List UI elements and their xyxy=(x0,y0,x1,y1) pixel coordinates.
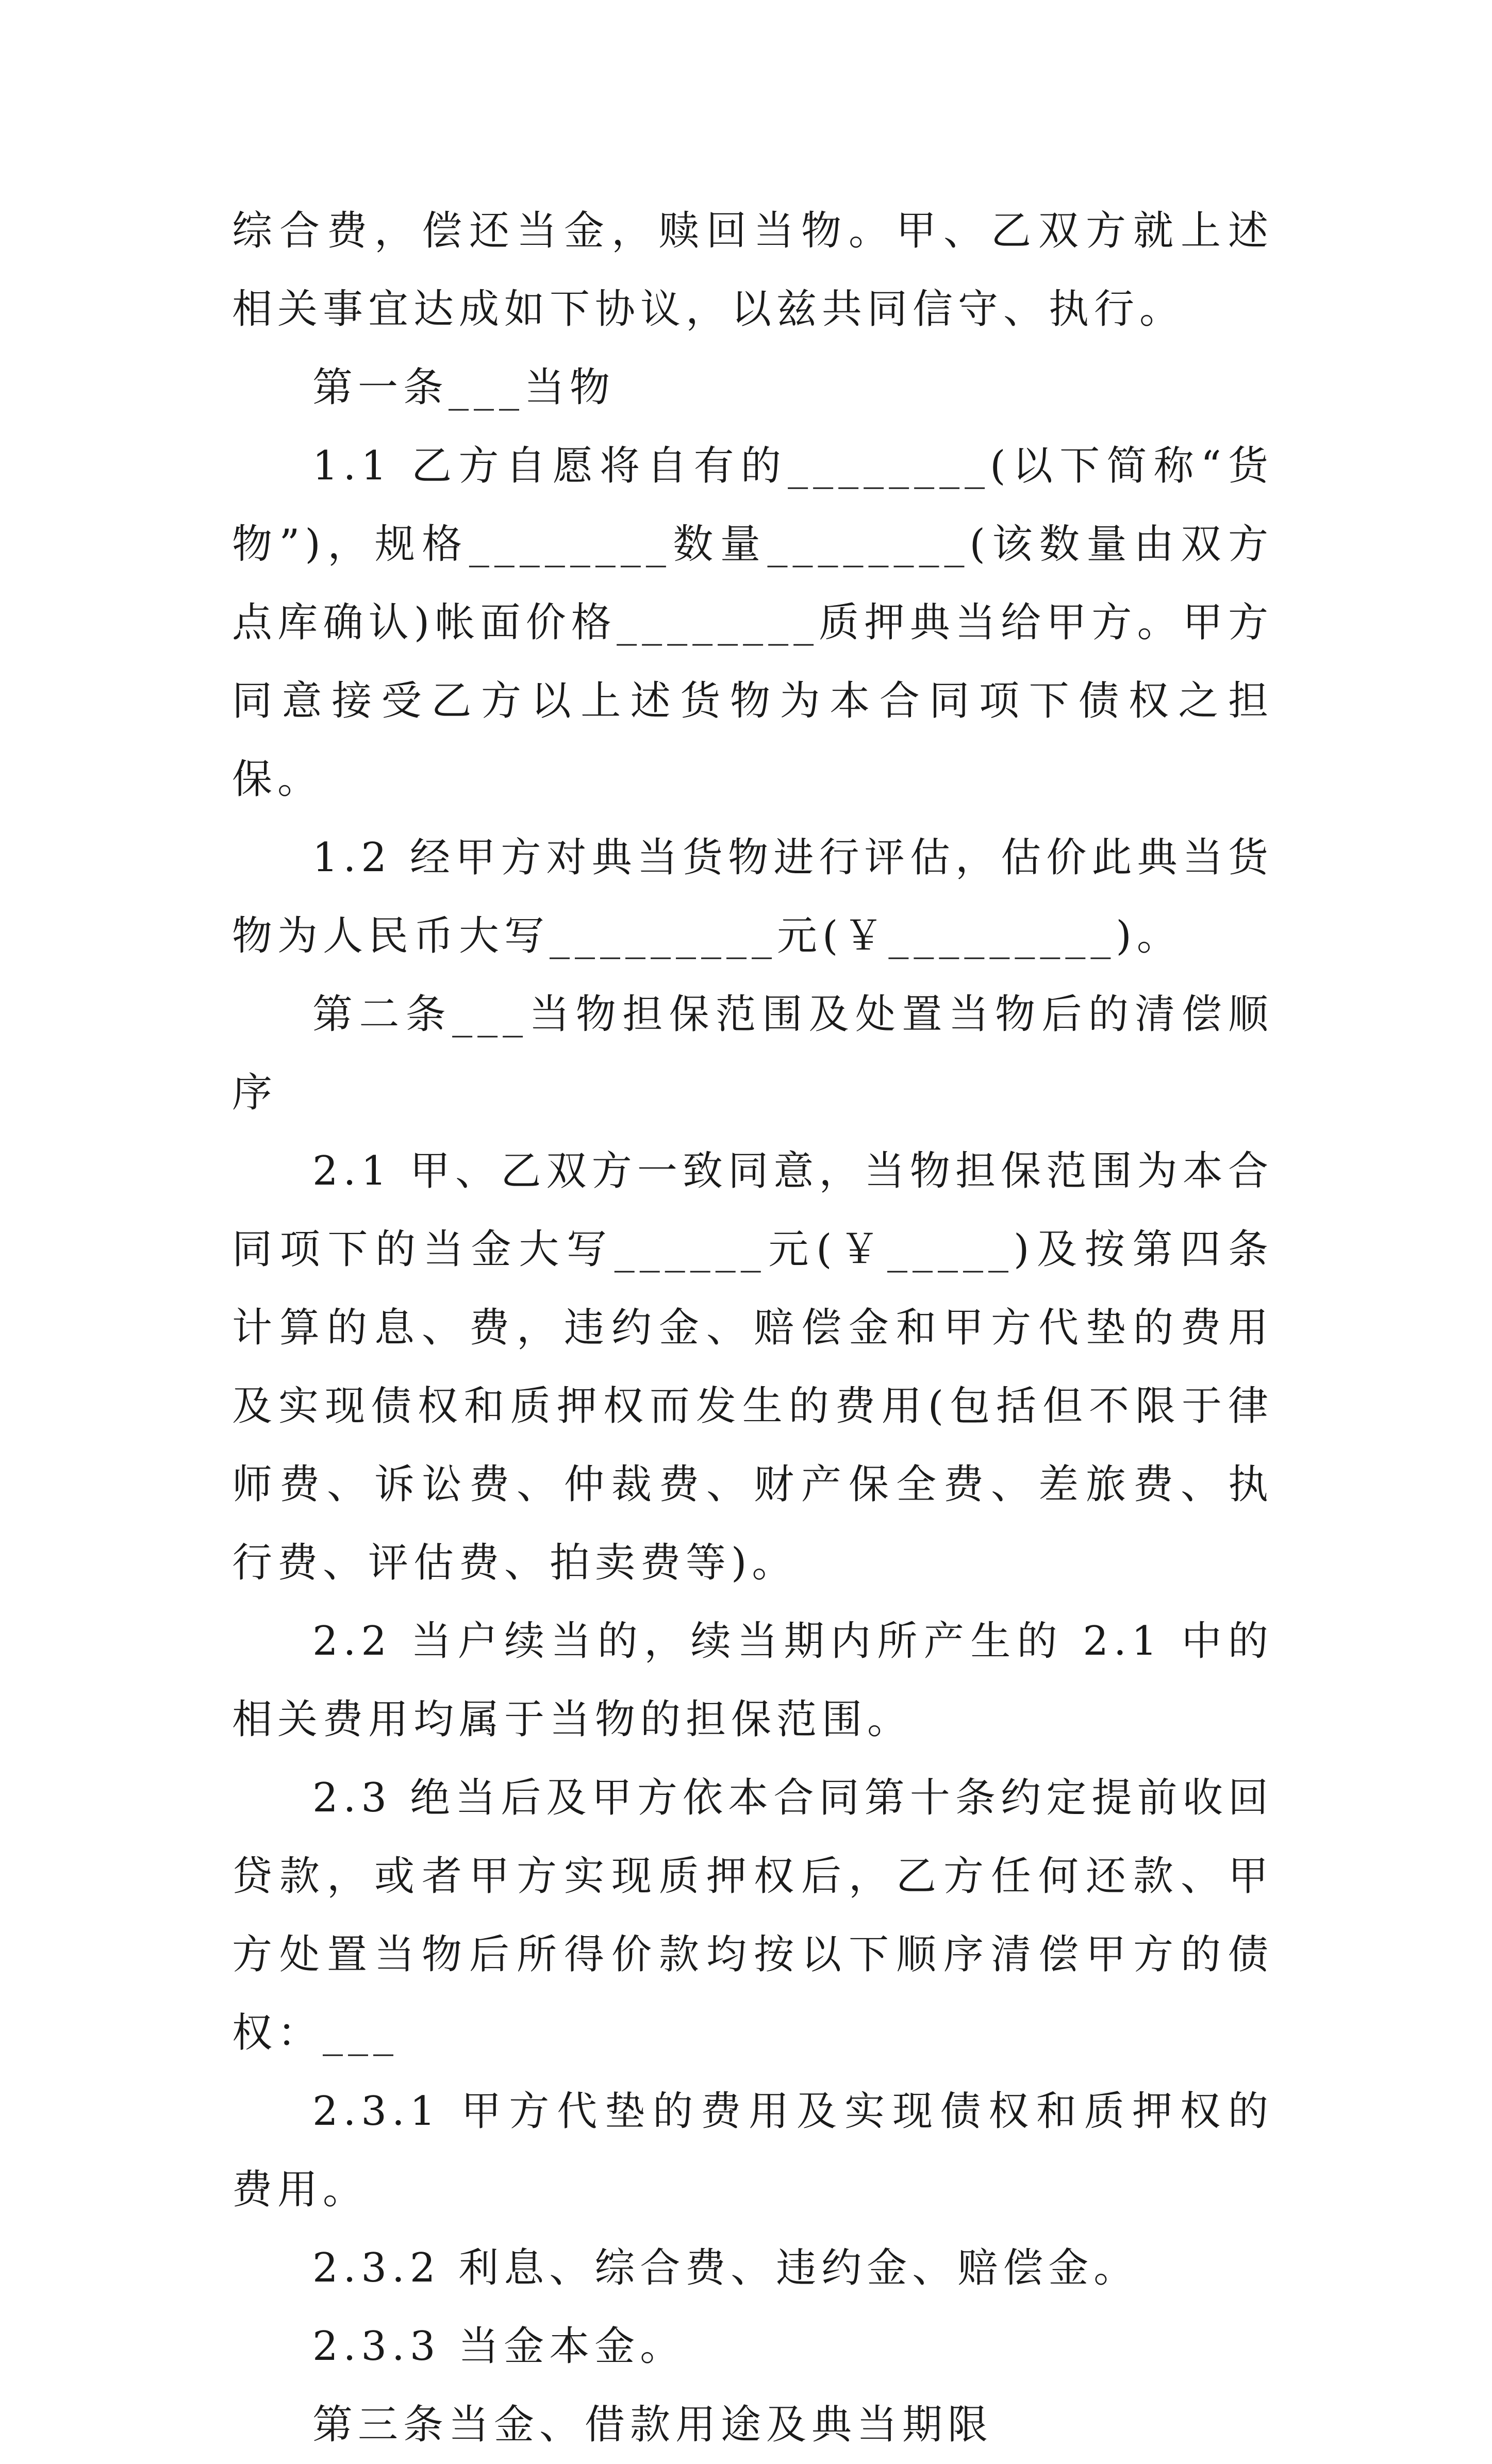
clause-2-3: 2.3 绝当后及甲方依本合同第十条约定提前收回贷款，或者甲方实现质押权后，乙方任何还款、甲方处置当物后所得价款均按以下顺序清偿甲方的债权：___ xyxy=(232,1775,1273,2056)
clause-2-3-3: 2.3.3 当金本金。 xyxy=(312,2323,686,2370)
document-body xyxy=(232,192,1273,2464)
article-three-heading: 第三条当金、借款用途及典当期限 xyxy=(312,2402,993,2448)
clause-2-2: 2.2 当户续当的，续当期内所产生的 2.1 中的相关费用均属于当物的担保范围。 xyxy=(232,1618,1273,1743)
clause-2-3-1: 2.3.1 甲方代垫的费用及实现债权和质押权的费用。 xyxy=(232,2088,1273,2213)
clause-1-2: 1.2 经甲方对典当货物进行评估，估价此典当货物为人民币大写_________元(￥_________)。 xyxy=(232,835,1273,959)
clause-2-1: 2.1 甲、乙双方一致同意，当物担保范围为本合同项下的当金大写______元(￥_____)及按第四条计算的息、费，违约金、赔偿金和甲方代垫的费用及实现债权和质押权而发生的费用(包括但不限于律师费、诉讼费、仲裁费、财产保全费、差旅费、执行费、评估费、拍卖费等)。 xyxy=(232,1148,1273,1586)
article-one-heading: 第一条___当物 xyxy=(312,364,616,411)
clause-2-3-2: 2.3.2 利息、综合费、违约金、赔偿金。 xyxy=(312,2245,1139,2291)
article-two-heading: 第二条___当物担保范围及处置当物后的清偿顺序 xyxy=(232,991,1273,1116)
paragraph-continuation: 综合费，偿还当金，赎回当物。甲、乙双方就上述相关事宜达成如下协议，以兹共同信守、执行。 xyxy=(232,208,1273,332)
clause-1-1: 1.1 乙方自愿将自有的________(以下简称“货物”)，规格________数量________(该数量由双方点库确认)帐面价格________质押典当给甲方。甲方同意接受乙方以上述货物为本合同项下债权之担保。 xyxy=(232,443,1273,803)
